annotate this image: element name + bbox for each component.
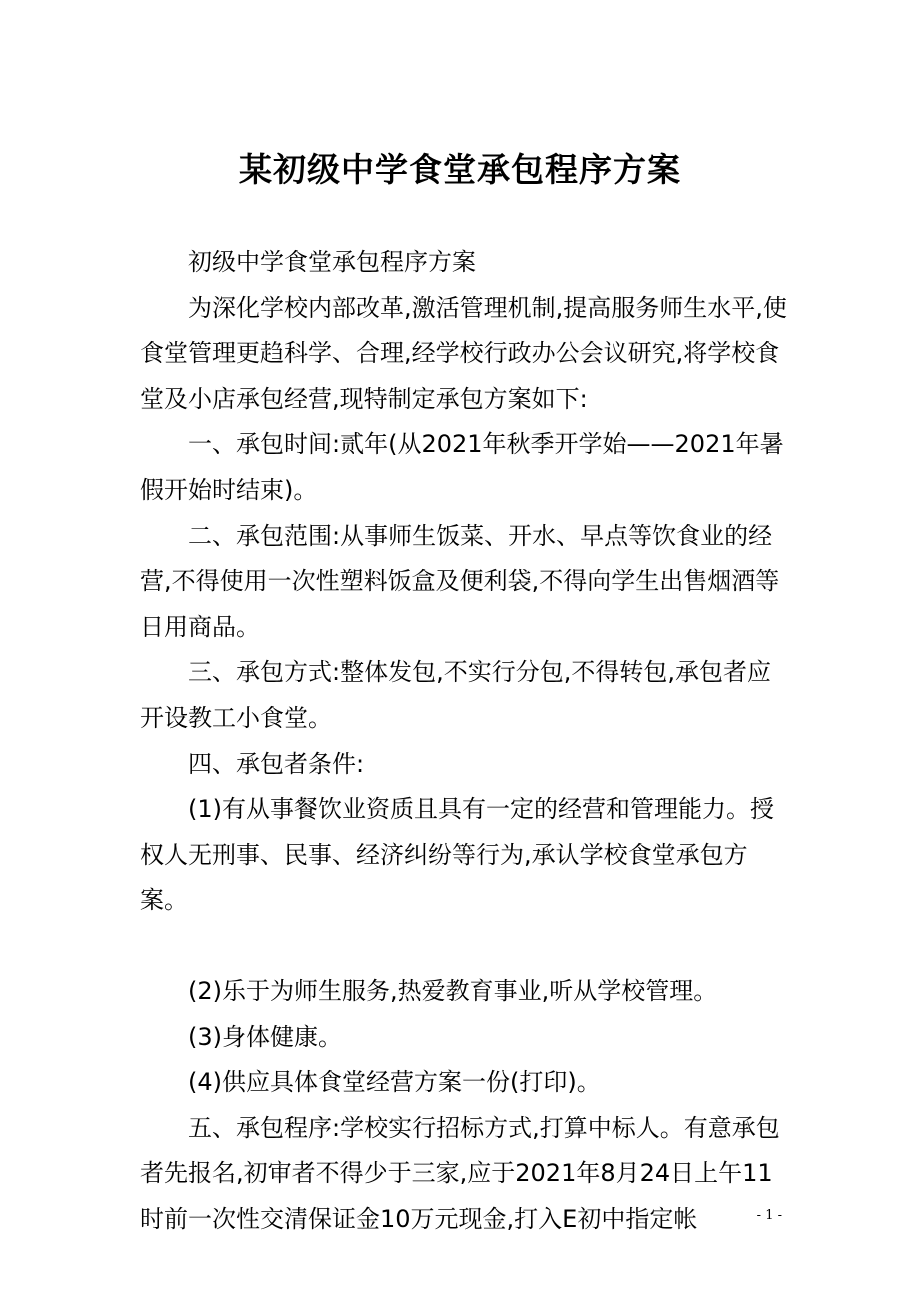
paragraph-subtitle: 初级中学食堂承包程序方案 bbox=[188, 248, 476, 276]
paragraph-condition-1: (1)有从事餐饮业资质且具有一定的经营和管理能力。授权人无刑事、民事、经济纠纷等行为,承认学校食堂承包方案。 bbox=[140, 795, 774, 915]
paragraph-condition-2: (2)乐于为师生服务,热爱教育事业,听从学校管理。 bbox=[188, 976, 718, 1005]
paragraph-contract-procedure: 五、承包程序:学校实行招标方式,打算中标人。有意承包者先报名,初审者不得少于三家,应于2021年8月24日上午11时前一次性交清保证金10万元现金,打入E初中指定帐 bbox=[140, 1113, 780, 1233]
paragraph-condition-4: (4)供应具体食堂经营方案一份(打印)。 bbox=[188, 1068, 601, 1097]
paragraph-contract-period: 一、承包时间:贰年(从2021年秋季开学始——2021年暑假开始时结束)。 bbox=[140, 430, 784, 504]
document-body bbox=[140, 240, 790, 1242]
paragraph-intro: 为深化学校内部改革,激活管理机制,提高服务师生水平,使食堂管理更趋科学、合理,经学校行政办公会议研究,将学校食堂及小店承包经营,现特制定承包方案如下: bbox=[140, 293, 787, 413]
document-title: 某初级中学食堂承包程序方案 bbox=[239, 150, 681, 190]
paragraph-contractor-conditions: 四、承包者条件: bbox=[188, 749, 365, 778]
page-number: - 1 - bbox=[756, 1208, 782, 1223]
paragraph-contract-method: 三、承包方式:整体发包,不实行分包,不得转包,承包者应开设教工小食堂。 bbox=[140, 658, 771, 732]
paragraph-condition-3: (3)身体健康。 bbox=[188, 1022, 342, 1051]
paragraph-contract-scope: 二、承包范围:从事师生饭菜、开水、早点等饮食业的经营,不得使用一次性塑料饭盒及便利袋,不得向学生出售烟酒等日用商品。 bbox=[140, 521, 780, 641]
